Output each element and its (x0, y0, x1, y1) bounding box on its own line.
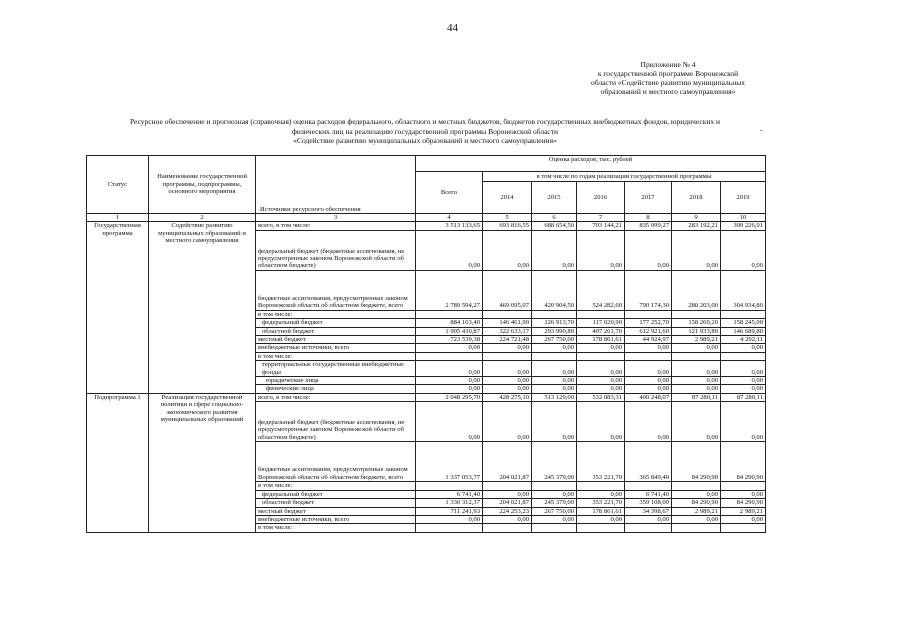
page-number: 44 (447, 22, 458, 34)
row-value: 693 816,55 (483, 222, 532, 230)
appendix-line: образований и местного самоуправления» (600, 87, 736, 96)
row-value: 0,00 (577, 385, 625, 393)
header-year: 2017 (625, 182, 672, 214)
row-source: федеральный бюджет (бюджетные ассигнования, не предусмотренные законом Воронежской области об областном бюджете) (256, 230, 416, 270)
title-dash: - (760, 126, 763, 134)
col-number: 4 (416, 214, 483, 222)
row-value: 322 633,17 (483, 327, 532, 335)
row-value: 711 241,93 (416, 507, 483, 515)
header-year: 2019 (721, 182, 766, 214)
row-value: 0,00 (721, 515, 766, 523)
row-value: 178 861,61 (577, 507, 625, 515)
row-value: 0,00 (577, 402, 625, 442)
row-value: 0,00 (532, 490, 577, 498)
row-source: в том числе: (256, 310, 416, 318)
row-value: 532 083,31 (577, 393, 625, 401)
row-value: 84 290,90 (721, 499, 766, 507)
row-value: 0,00 (483, 230, 532, 270)
row-value: 44 924,97 (625, 336, 672, 344)
row-value: 84 290,90 (672, 442, 721, 482)
row-value: 0,00 (483, 385, 532, 393)
row-source: бюджетные ассигнования, предусмотренные законом Воронежской области об областном бюджете, всего (256, 270, 416, 310)
header-status: Статус (87, 156, 149, 214)
row-value: 0,00 (416, 385, 483, 393)
row-source: федеральный бюджет (256, 490, 416, 498)
row-value (416, 310, 483, 318)
row-value: 0,00 (672, 385, 721, 393)
row-value: 0,00 (416, 402, 483, 442)
row-name: Содействие развитию муниципальных образований и местного самоуправления (149, 222, 256, 393)
col-number: 7 (577, 214, 625, 222)
row-value: 0,00 (416, 377, 483, 385)
row-source: юридические лица (256, 377, 416, 385)
row-value: 353 221,70 (577, 442, 625, 482)
row-value: 34 398,67 (625, 507, 672, 515)
row-value: 0,00 (483, 361, 532, 377)
row-value: 612 921,60 (625, 327, 672, 335)
title-line: физических лиц на реализацию государственной программы Воронежской области (291, 126, 559, 136)
row-value: 1 905 430,87 (416, 327, 483, 335)
col-number: 1 (87, 214, 149, 222)
row-value: 0,00 (625, 344, 672, 352)
row-value: 0,00 (721, 402, 766, 442)
document-title (80, 117, 770, 146)
header-year: 2015 (532, 182, 577, 214)
row-value: 304 934,80 (721, 270, 766, 310)
row-value (721, 524, 766, 532)
row-status: Подпрограмма 1 (87, 393, 149, 532)
column-number-row (87, 214, 766, 222)
row-value: 6 741,40 (416, 490, 483, 498)
row-source: физические лица (256, 385, 416, 393)
row-value (721, 352, 766, 360)
appendix-line: к государственной программе Воронежской (597, 69, 739, 78)
row-value: 0,00 (721, 385, 766, 393)
row-value: 158 245,00 (721, 319, 766, 327)
row-value: 84 290,90 (721, 442, 766, 482)
col-number: 9 (672, 214, 721, 222)
row-value: 293 990,80 (532, 327, 577, 335)
col-number: 8 (625, 214, 672, 222)
row-value: 0,00 (483, 515, 532, 523)
title-line: Ресурсное обеспечение и прогнозная (справочная) оценка расходов федерального, областного и местных бюджетов, бюджетов государственных внебюджетных фондов, юридических и (129, 117, 721, 126)
appendix-note (578, 60, 758, 96)
row-source: местный бюджет (256, 507, 416, 515)
row-source: территориальные государственные внебюджетные фонды (256, 361, 416, 377)
row-value: 0,00 (532, 385, 577, 393)
row-value (672, 352, 721, 360)
col-number: 2 (149, 214, 256, 222)
row-value: 0,00 (416, 344, 483, 352)
appendix-line: Приложение № 4 (640, 60, 696, 69)
row-value: 353 221,70 (577, 499, 625, 507)
row-source: бюджетные ассигнования, предусмотренные законом Воронежской области об областном бюджете, всего (256, 442, 416, 482)
row-value: 126 913,70 (532, 319, 577, 327)
row-value: 0,00 (625, 385, 672, 393)
row-value (672, 524, 721, 532)
row-status: Государственная программа (87, 222, 149, 393)
row-value: 835 099,27 (625, 222, 672, 230)
row-value: 0,00 (577, 361, 625, 377)
row-value: 87 280,11 (721, 393, 766, 401)
row-value: 0,00 (721, 344, 766, 352)
row-value (577, 310, 625, 318)
row-value: 87 280,11 (672, 393, 721, 401)
row-value: 0,00 (532, 230, 577, 270)
row-value: 2 989,21 (721, 507, 766, 515)
row-value: 790 174,30 (625, 270, 672, 310)
row-value: 524 282,60 (577, 270, 625, 310)
row-value (721, 310, 766, 318)
title-line: «Содействие развитию муниципальных образований и местного самоуправления» (293, 136, 557, 145)
row-value: 703 144,21 (577, 222, 625, 230)
row-value (672, 482, 721, 490)
header-total: Всего (416, 172, 483, 214)
row-value (625, 524, 672, 532)
row-value: 0,00 (483, 377, 532, 385)
row-value: 0,00 (625, 515, 672, 523)
row-value: 688 654,50 (532, 222, 577, 230)
row-value: 0,00 (625, 402, 672, 442)
row-value: 359 108,00 (625, 499, 672, 507)
row-value: 884 163,40 (416, 319, 483, 327)
row-value: 2 989,21 (672, 336, 721, 344)
row-value (483, 482, 532, 490)
row-source: всего, в том числе: (256, 222, 416, 230)
row-value: 0,00 (532, 344, 577, 352)
row-name: Реализация государственной политики в сфере социально-экономического развития муниципальных образований (149, 393, 256, 532)
header-name: Наименование государственной программы, подпрограммы, основного мероприятия (149, 156, 256, 214)
row-value: 245 379,00 (532, 442, 577, 482)
header-year: 2018 (672, 182, 721, 214)
row-value (483, 352, 532, 360)
row-value (416, 352, 483, 360)
row-value: 0,00 (532, 361, 577, 377)
row-value: 4 292,11 (721, 336, 766, 344)
row-value: 204 021,87 (483, 442, 532, 482)
row-value: 267 750,00 (532, 507, 577, 515)
header-estimate: Оценка расходов, тыс. рублей (416, 156, 766, 172)
row-value: 0,00 (672, 402, 721, 442)
row-value: 2 989,21 (672, 507, 721, 515)
row-source: в том числе: (256, 524, 416, 532)
row-value: 407 261,70 (577, 327, 625, 335)
row-value: 0,00 (721, 377, 766, 385)
row-source: федеральный бюджет (бюджетные ассигнования, не предусмотренные законом Воронежской области об областном бюджете) (256, 402, 416, 442)
row-value: 204 021,87 (483, 499, 532, 507)
row-value (672, 310, 721, 318)
row-value: 84 290,90 (672, 499, 721, 507)
row-value: 158 269,20 (672, 319, 721, 327)
row-value: 1 330 312,37 (416, 499, 483, 507)
row-source: в том числе: (256, 482, 416, 490)
col-number: 5 (483, 214, 532, 222)
row-value: 365 849,40 (625, 442, 672, 482)
row-value: 0,00 (577, 490, 625, 498)
row-source: местный бюджет (256, 336, 416, 344)
row-value (532, 482, 577, 490)
row-value: 177 252,70 (625, 319, 672, 327)
row-value: 469 095,07 (483, 270, 532, 310)
row-value (577, 482, 625, 490)
row-value: 0,00 (416, 361, 483, 377)
row-value: 309 226,91 (721, 222, 766, 230)
row-value: 121 933,80 (672, 327, 721, 335)
row-value (416, 482, 483, 490)
row-value: 0,00 (721, 230, 766, 270)
row-source: внебюджетные источники, всего (256, 515, 416, 523)
row-value: 0,00 (625, 230, 672, 270)
header-year: 2014 (483, 182, 532, 214)
row-value: 0,00 (672, 515, 721, 523)
col-number: 10 (721, 214, 766, 222)
row-source: областной бюджет (256, 499, 416, 507)
header-year: 2016 (577, 182, 625, 214)
row-value: 6 741,40 (625, 490, 672, 498)
row-value: 0,00 (577, 515, 625, 523)
row-value: 0,00 (672, 377, 721, 385)
appendix-line: области «Содействие развитию муниципальных (590, 78, 746, 87)
row-source: областной бюджет (256, 327, 416, 335)
row-source: в том числе: (256, 352, 416, 360)
row-value (483, 310, 532, 318)
row-value (577, 352, 625, 360)
row-value (625, 352, 672, 360)
row-value: 1 337 053,77 (416, 442, 483, 482)
row-value: 0,00 (483, 344, 532, 352)
row-value: 420 904,50 (532, 270, 577, 310)
row-value: 3 513 133,65 (416, 222, 483, 230)
table-row (87, 222, 766, 230)
row-value: 0,00 (721, 361, 766, 377)
row-value: 0,00 (416, 230, 483, 270)
row-value: 723 539,38 (416, 336, 483, 344)
row-value: 117 020,90 (577, 319, 625, 327)
row-source: федеральный бюджет (256, 319, 416, 327)
header-sources: Источники ресурсного обеспечения (256, 156, 416, 214)
row-value (483, 524, 532, 532)
col-number: 6 (532, 214, 577, 222)
row-value: 0,00 (625, 361, 672, 377)
budget-table (86, 155, 766, 533)
row-source: всего, в том числе: (256, 393, 416, 401)
row-value: 280 203,00 (672, 270, 721, 310)
row-value: 428 275,10 (483, 393, 532, 401)
row-value: 2 048 295,70 (416, 393, 483, 401)
row-value: 513 129,00 (532, 393, 577, 401)
row-value (532, 352, 577, 360)
row-value: 0,00 (672, 230, 721, 270)
row-value: 283 192,21 (672, 222, 721, 230)
row-value: 224 253,23 (483, 507, 532, 515)
row-value: 0,00 (532, 402, 577, 442)
row-value: 0,00 (577, 230, 625, 270)
row-value: 0,00 (483, 490, 532, 498)
row-source: внебюджетные источники, всего (256, 344, 416, 352)
row-value: 2 789 594,27 (416, 270, 483, 310)
row-value: 146 689,80 (721, 327, 766, 335)
row-value: 0,00 (672, 490, 721, 498)
row-value: 224 721,48 (483, 336, 532, 344)
row-value: 0,00 (416, 515, 483, 523)
row-value: 0,00 (532, 377, 577, 385)
row-value (721, 482, 766, 490)
row-value: 267 750,00 (532, 336, 577, 344)
row-value: 0,00 (577, 377, 625, 385)
row-value (625, 482, 672, 490)
row-value: 0,00 (672, 344, 721, 352)
row-value: 0,00 (672, 361, 721, 377)
row-value (625, 310, 672, 318)
row-value: 400 248,07 (625, 393, 672, 401)
row-value (532, 310, 577, 318)
header-by-years: в том числе по годам реализации государственной программы (483, 172, 766, 182)
row-value: 178 861,61 (577, 336, 625, 344)
row-value: 146 461,90 (483, 319, 532, 327)
row-value: 0,00 (532, 515, 577, 523)
row-value (416, 524, 483, 532)
row-value (532, 524, 577, 532)
row-value: 0,00 (483, 402, 532, 442)
col-number: 3 (256, 214, 416, 222)
row-value: 245 379,00 (532, 499, 577, 507)
row-value (577, 524, 625, 532)
row-value: 0,00 (577, 344, 625, 352)
row-value: 0,00 (721, 490, 766, 498)
row-value: 0,00 (625, 377, 672, 385)
table-row (87, 393, 766, 401)
